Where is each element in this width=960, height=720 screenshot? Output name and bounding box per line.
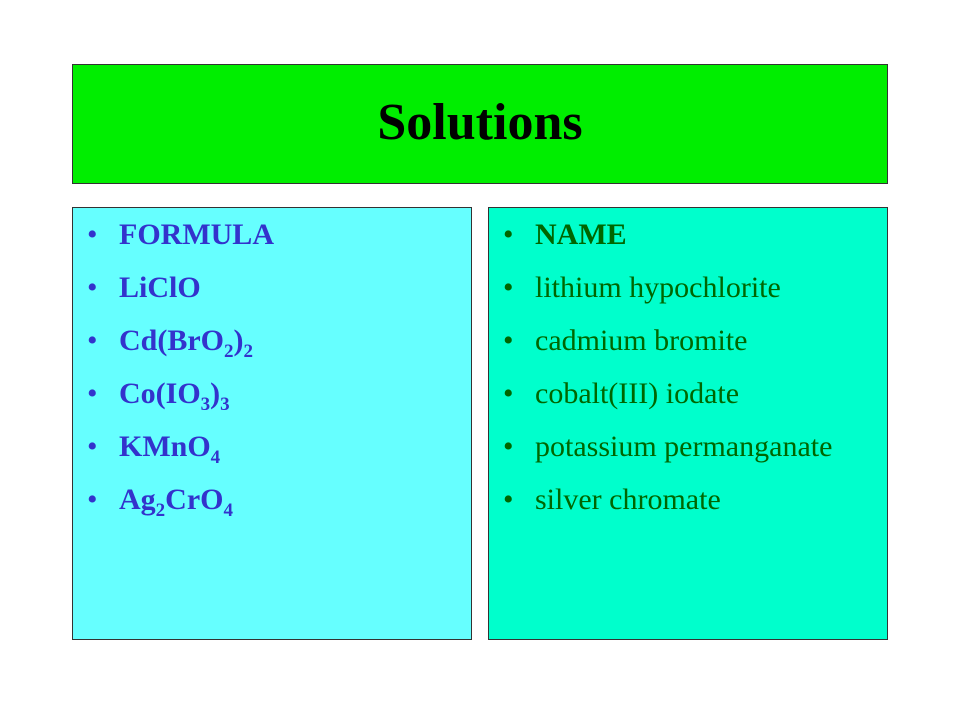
formula-heading: FORMULA [119, 218, 274, 251]
name-heading-item [489, 218, 887, 252]
formula-text: KMnO$_4$ [119, 430, 221, 468]
bullet-icon: • [87, 483, 98, 516]
bullet-icon: • [87, 271, 98, 304]
name-list [489, 208, 887, 517]
name-item [489, 324, 887, 358]
formula-heading-item [73, 218, 471, 252]
title-box [72, 64, 888, 184]
bullet-icon: • [503, 271, 514, 304]
name-item [489, 271, 887, 305]
formula-list [73, 208, 471, 521]
name-item [489, 483, 887, 517]
formula-text: $Ag_2CrO_4$ [119, 483, 233, 521]
bullet-icon: • [87, 218, 98, 251]
formula-item [73, 271, 471, 305]
name-text: cadmium bromite [535, 324, 748, 357]
slide-title: Solutions [377, 93, 583, 151]
bullet-icon: • [503, 430, 514, 463]
bullet-icon: • [87, 324, 98, 357]
formula-panel [72, 207, 472, 640]
bullet-icon: • [503, 377, 514, 410]
bullet-icon: • [503, 324, 514, 357]
formula-item [73, 430, 471, 468]
bullet-icon: • [503, 483, 514, 516]
name-heading: NAME [535, 218, 627, 251]
bullet-icon: • [87, 430, 98, 463]
name-panel [488, 207, 888, 640]
name-text: potassium permanganate [535, 430, 833, 463]
bullet-icon: • [87, 377, 98, 410]
formula-text: $Co(IO_3)_3$ [119, 377, 230, 415]
bullet-icon: • [503, 218, 514, 251]
name-item [489, 430, 887, 464]
name-text: cobalt(III) iodate [535, 377, 740, 410]
formula-item [73, 483, 471, 521]
name-item [489, 377, 887, 411]
name-text: silver chromate [535, 483, 721, 516]
formula-item [73, 377, 471, 415]
formula-text: LiClO [119, 271, 201, 304]
formula-item [73, 324, 471, 362]
name-text: lithium hypochlorite [535, 271, 781, 304]
formula-text: $Cd(BrO_2)_2$ [119, 324, 253, 362]
